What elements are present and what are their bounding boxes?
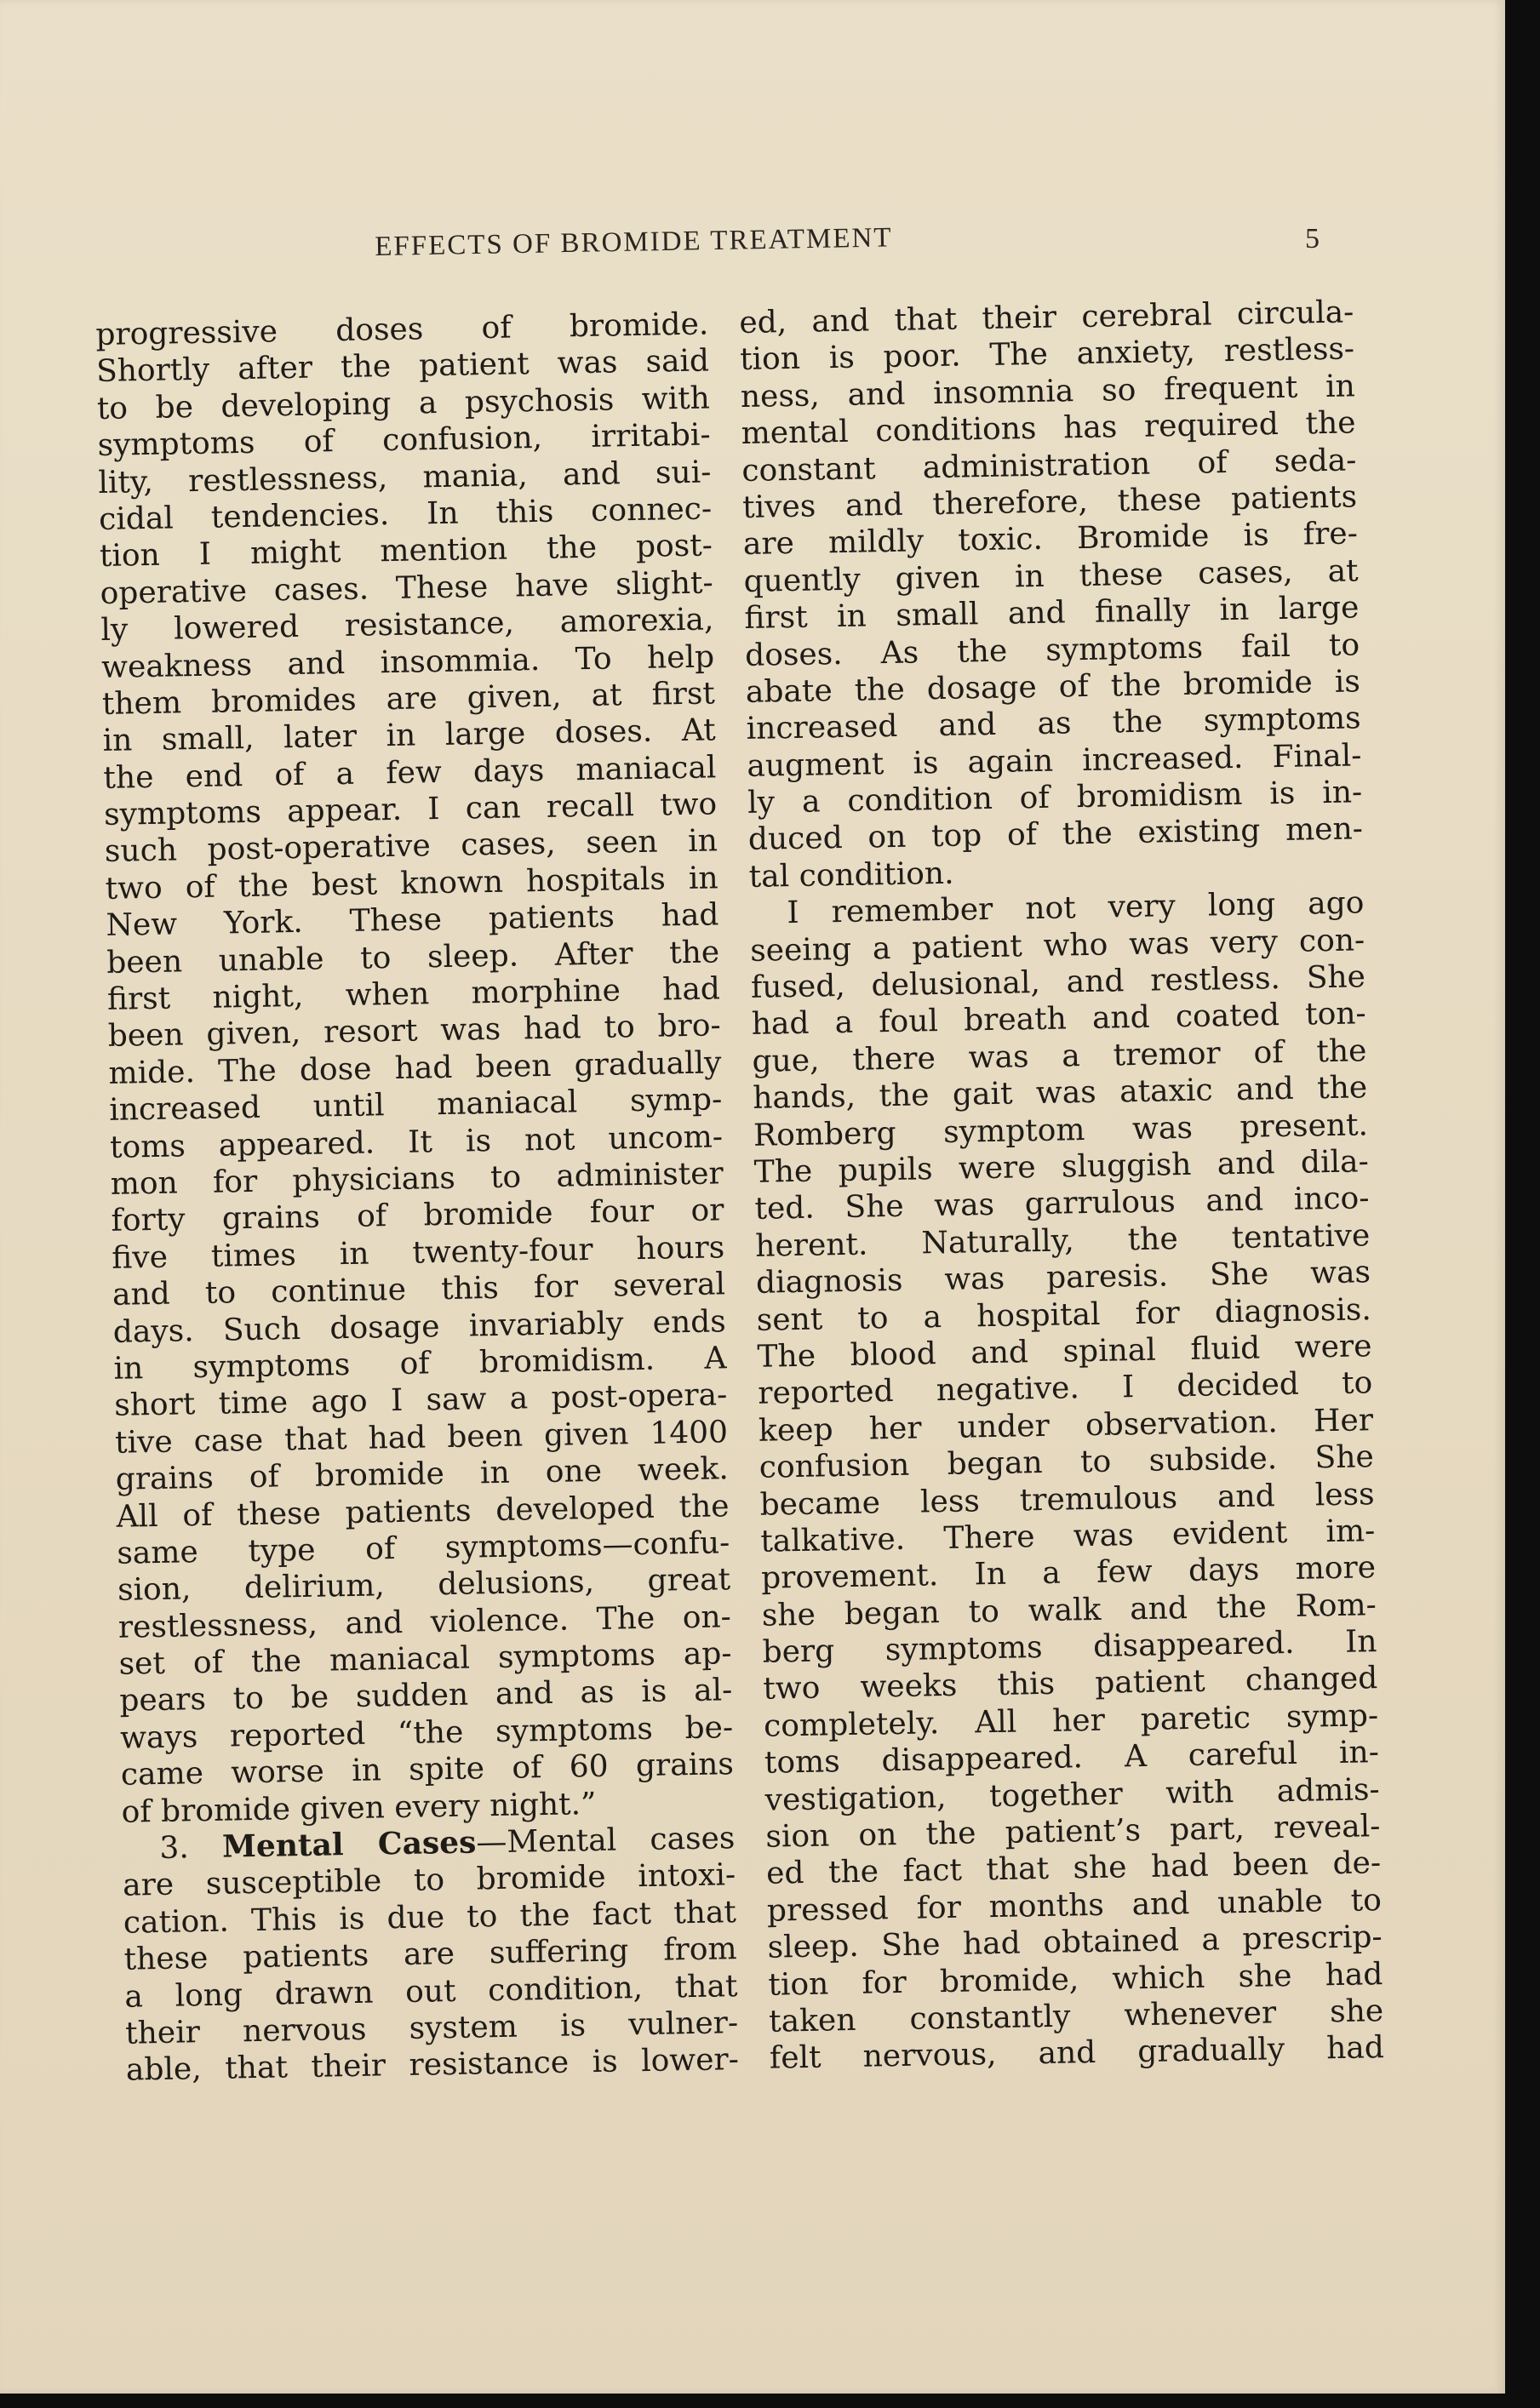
text-line: Romberg symptom was present. (753, 1107, 1369, 1153)
text-line: such post-operative cases, seen in (104, 823, 718, 870)
text-line: fused, delusional, and restless. She (750, 959, 1366, 1005)
text-line: talkative. There was evident im- (760, 1513, 1376, 1559)
text-line: had a foul breath and coated ton- (751, 996, 1367, 1043)
text-line: provement. In a few days more (760, 1550, 1377, 1597)
text-line: ed, and that their cerebral circula- (739, 295, 1354, 340)
text-line: duced on top of the existing men- (747, 811, 1364, 858)
text-line: five times in twenty-four hours (111, 1230, 725, 1276)
text-line: hands, the gait was ataxic and the (752, 1070, 1368, 1117)
text-line: a long drawn out condition, that (124, 1968, 738, 2015)
text-line: The pupils were sluggish and dila- (753, 1144, 1370, 1190)
text-line: able, that their resistance is lower- (125, 2042, 740, 2089)
text-line: gue, there was a tremor of the (752, 1033, 1367, 1079)
text-line: are susceptible to bromide intoxi- (122, 1857, 736, 1904)
text-line: All of these patients developed the (116, 1488, 730, 1535)
text-line: cidal tendencies. In this connec- (98, 491, 713, 537)
section-heading-rest: —Mental cases (476, 1821, 736, 1861)
text-line: first in small and finally in large (744, 590, 1360, 637)
text-line: mental conditions has required the (741, 405, 1356, 452)
text-line: set of the maniacal symptoms ap- (118, 1636, 732, 1682)
text-line: them bromides are given, at first (101, 676, 716, 722)
text-line: cation. This is due to the fact that (123, 1894, 737, 1941)
text-line: reported negative. I decided to (757, 1365, 1373, 1412)
text-line: two weeks this patient changed (763, 1661, 1378, 1707)
text-line: sleep. She had obtained a prescrip- (767, 1919, 1383, 1965)
text-line: in symptoms of bromidism. A (113, 1341, 727, 1387)
left-paragraph (95, 306, 735, 1830)
text-line: increased and as the symptoms (746, 701, 1361, 747)
text-line: lity, restlessness, mania, and sui- (98, 454, 712, 500)
text-line: two of the best known hospitals in (105, 861, 718, 907)
text-line: tion I might mention the post- (99, 528, 713, 575)
text-line: pears to be sudden and as is al- (119, 1673, 733, 1719)
text-line: in small, later in large doses. At (102, 712, 716, 759)
section-number: 3. (159, 1830, 190, 1866)
text-line: vestigation, together with admis- (764, 1771, 1380, 1818)
text-line: became less tremulous and less (759, 1476, 1375, 1523)
text-line: tion is poor. The anxiety, restless- (739, 331, 1355, 378)
text-line: herent. Naturally, the tentative (754, 1217, 1371, 1264)
text-line: progressive doses of bromide. (95, 306, 709, 352)
text-line: ways reported “the symptoms be- (119, 1710, 734, 1756)
text-line: Shortly after the patient was said (95, 343, 710, 390)
text-line: doses. As the symptoms fail to (744, 626, 1360, 673)
text-line: quently given in these cases, at (743, 553, 1359, 599)
text-line: short time ago I saw a post-opera- (113, 1377, 728, 1424)
text-line: ed the fact that she had been de- (765, 1845, 1382, 1892)
running-head: EFFECTS OF BROMIDE TREATMENT (375, 222, 893, 262)
text-line: their nervous system is vulner- (124, 2005, 739, 2051)
right-paragraph-2 (749, 885, 1384, 2078)
text-line: same type of symptoms—confu- (117, 1525, 730, 1571)
text-line: grains of bromide in one week. (115, 1451, 730, 1497)
text-line: tives and therefore, these patients (741, 479, 1358, 525)
text-line: been given, resort was had to bro- (107, 1008, 722, 1055)
text-line: mon for physicians to administer (110, 1156, 724, 1202)
text-line: abate the dosage of the bromide is (745, 664, 1361, 710)
left-column (95, 306, 739, 2089)
text-line: tive case that had been given 1400 (114, 1414, 729, 1461)
text-line: toms disappeared. A careful in- (764, 1735, 1380, 1781)
text-line: are mildly toxic. Bromide is fre- (742, 516, 1359, 563)
text-line: weakness and insommia. To help (100, 638, 715, 685)
text-line: confusion began to subside. She (759, 1439, 1375, 1485)
text-line: sent to a hospital for diagnosis. (756, 1291, 1372, 1338)
text-line: seeing a patient who was very con- (749, 922, 1365, 969)
text-line: ness, and insomnia so frequent in (740, 369, 1356, 415)
text-line: came worse in spite of 60 grains (120, 1747, 735, 1793)
text-line: felt nervous, and gradually had (769, 2030, 1385, 2077)
text-line: forty grains of bromide four or (111, 1193, 724, 1239)
right-paragraph-1 (739, 294, 1364, 895)
text-line: symptoms of confusion, irritabi- (97, 417, 711, 464)
text-line: the end of a few days maniacal (103, 750, 717, 796)
text-line: augment is again increased. Final- (747, 738, 1362, 784)
text-line: The blood and spinal fluid were (757, 1329, 1372, 1375)
section-mental-cases (122, 1820, 739, 2089)
text-line: diagnosis was paresis. She was (755, 1255, 1371, 1301)
text-line: she began to walk and the Rom- (761, 1587, 1377, 1633)
text-line: keep her under observation. Her (758, 1402, 1374, 1449)
text-line: symptoms appear. I can recall two (103, 786, 718, 832)
right-column (739, 294, 1384, 2077)
text-line: first night, when morphine had (106, 971, 721, 1017)
section-heading: Mental Cases (221, 1824, 477, 1865)
text-line: increased until maniacal symp- (108, 1082, 723, 1129)
text-line: mide. The dose had been gradually (108, 1045, 722, 1091)
page-number: 5 (1305, 223, 1320, 255)
text-line: pressed for months and unable to (766, 1882, 1383, 1929)
text-line: to be developing a psychosis with (96, 380, 711, 426)
text-line: completely. All her paretic symp- (763, 1697, 1379, 1744)
text-line: sion on the patient’s part, reveal- (765, 1809, 1381, 1855)
text-line: sion, delirium, delusions, great (117, 1562, 731, 1609)
text-line: toms appeared. It is not uncom- (109, 1118, 724, 1165)
text-line: tion for bromide, which she had (768, 1956, 1383, 2003)
text-line: these patients are suffering from (123, 1931, 737, 1977)
text-line: operative cases. These have slight- (100, 565, 713, 611)
text-line: berg symptoms disappeared. In (762, 1624, 1377, 1670)
text-line: ted. She was garrulous and inco- (754, 1181, 1370, 1227)
text-line: New York. These patients had (106, 897, 719, 944)
text-line: restlessness, and violence. The on- (117, 1599, 732, 1645)
text-line: and to continue this for several (112, 1267, 726, 1313)
text-line: tal condition. (748, 855, 954, 895)
text-line: ly lowered resistance, amorexia, (100, 602, 714, 649)
text-line: taken constantly whenever she (768, 1993, 1384, 2039)
scan-border (0, 2394, 1540, 2408)
text-line: I remember not very long ago (787, 885, 1365, 931)
text-line: ly a condition of bromidism is in- (747, 775, 1363, 821)
text-line: constant administration of seda- (741, 442, 1357, 489)
text-line: been unable to sleep. After the (106, 934, 720, 981)
text-line: of bromide given every night.” (121, 1786, 597, 1830)
text-line: days. Such dosage invariably ends (112, 1303, 727, 1350)
